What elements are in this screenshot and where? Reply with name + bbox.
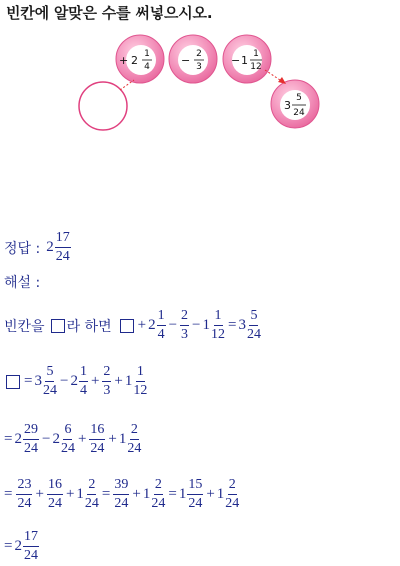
ball-2-den: 3 <box>196 62 202 72</box>
result-num: 5 <box>296 93 302 103</box>
ball-1-den: 4 <box>144 62 150 72</box>
result-whole: 3 <box>284 99 291 112</box>
operation-ball-1 <box>116 35 164 83</box>
ball-3-den: 12 <box>250 62 262 72</box>
solution-line-3: = 2 29 24 − 2 6 24 + $\frac{16}{24}$ + 1 2 24 <box>4 422 142 456</box>
ball-2-sign: − <box>181 54 191 67</box>
ball-3-sign: − <box>231 54 241 67</box>
blank-box-icon <box>51 319 65 333</box>
ball-3-num: 1 <box>253 49 259 59</box>
ball-1-sign: + <box>119 54 129 67</box>
solution-line-4: = $\frac{23}{24}$ + $\frac{16}{24}$ + 1 $\frac{2}{24}$ = $\frac{39}{24}$ + 1 $\frac{2}{24}$ = 1 15 24 + 1 2 24 <box>4 477 240 511</box>
answer-fraction: 17 24 <box>55 230 70 264</box>
solution-label-line <box>4 272 40 292</box>
ball-1-whole: 2 <box>131 54 138 67</box>
blank-box-icon <box>120 319 134 333</box>
blank-box-icon <box>6 375 20 389</box>
ball-1-num: 1 <box>144 49 150 59</box>
operation-diagram <box>0 0 400 150</box>
answer-whole: 2 <box>46 239 54 255</box>
ball-3-whole: 1 <box>241 54 248 67</box>
arrow-head-icon <box>278 77 286 84</box>
answer-label: 정답 : <box>4 240 41 257</box>
result-ball <box>271 80 319 128</box>
solution-line-5: = 2 17 24 <box>4 529 38 563</box>
answer-line <box>4 231 72 264</box>
solution-line-2: = 3 5 24 − 2 1 4 + $\frac{2}{3}$ + 1 1 12 <box>4 365 148 398</box>
operation-ball-3 <box>223 35 271 83</box>
blank-answer-circle <box>79 82 127 130</box>
solution-line-1: 빈칸을 라 하면 + 2 1 4 − $\frac{2}{3}$ − 1 $\frac{1}{12}$ = 3 5 24 <box>4 308 261 342</box>
solution-label: 해설 : <box>4 275 41 291</box>
ball-2-num: 2 <box>196 49 202 59</box>
operation-ball-2 <box>169 35 217 83</box>
question-text: 빈칸에 알맞은 수를 써넣으시오. <box>6 4 213 22</box>
result-den: 24 <box>293 108 305 118</box>
